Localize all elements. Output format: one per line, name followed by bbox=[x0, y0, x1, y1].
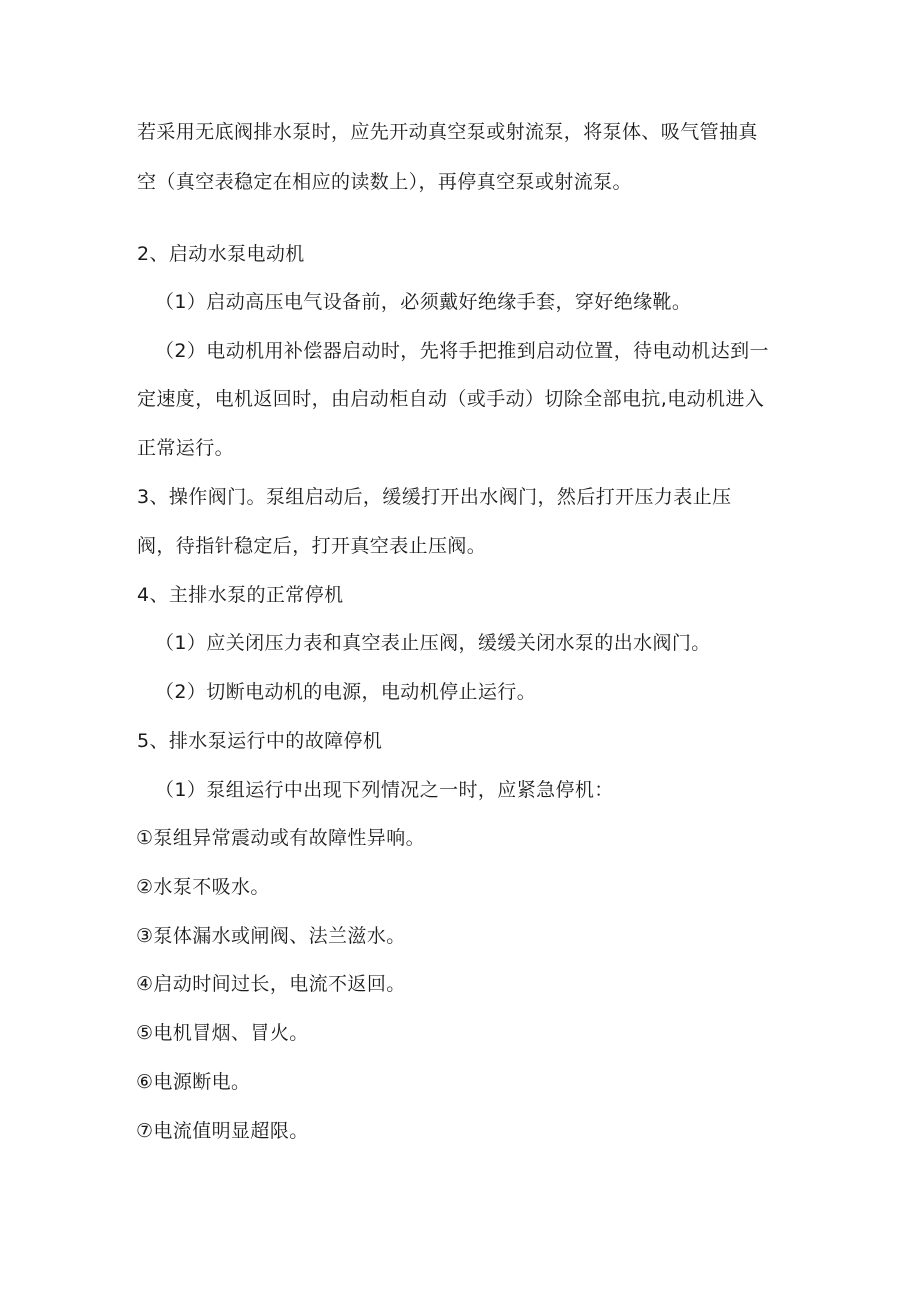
list-item: ⑥电源断电。 bbox=[136, 1071, 251, 1093]
section-heading: 3、操作阀门。泵组启动后，缓缓打开出水阀门，然后打开压力表止压 bbox=[137, 486, 732, 508]
list-item: ①泵组异常震动或有故障性异响。 bbox=[136, 827, 426, 849]
list-item: （1）泵组运行中出现下列情况之一时，应紧急停机： bbox=[155, 779, 614, 801]
paragraph-line: 正常运行。 bbox=[137, 437, 235, 459]
list-item: ④启动时间过长，电流不返回。 bbox=[136, 973, 406, 995]
paragraph-line: 若采用无底阀排水泵时，应先开动真空泵或射流泵，将泵体、吸气管抽真 bbox=[137, 121, 758, 143]
list-item: ⑤电机冒烟、冒火。 bbox=[136, 1022, 309, 1044]
list-item: ③泵体漏水或闸阀、法兰滋水。 bbox=[136, 925, 406, 947]
section-heading: 4、主排水泵的正常停机 bbox=[137, 584, 344, 606]
list-item: （1）启动高压电气设备前，必须戴好绝缘手套，穿好绝缘靴。 bbox=[155, 291, 692, 313]
list-item: （1）应关闭压力表和真空表止压阀，缓缓关闭水泵的出水阀门。 bbox=[155, 632, 711, 654]
list-item: （2）电动机用补偿器启动时，先将手把推到启动位置，待电动机达到一 bbox=[155, 340, 769, 362]
paragraph-line: 阀，待指针稳定后，打开真空表止压阀。 bbox=[137, 535, 487, 557]
paragraph-line: 空（真空表稳定在相应的读数上），再停真空泵或射流泵。 bbox=[137, 171, 632, 193]
paragraph-line: 定速度，电机返回时，由启动柜自动（或手动）切除全部电抗,电动机进入 bbox=[137, 388, 765, 410]
section-heading: 5、排水泵运行中的故障停机 bbox=[137, 730, 383, 752]
list-item: ⑦电流值明显超限。 bbox=[136, 1120, 309, 1142]
list-item: （2）切断电动机的电源，电动机停止运行。 bbox=[155, 681, 537, 703]
section-heading: 2、启动水泵电动机 bbox=[137, 243, 305, 265]
list-item: ②水泵不吸水。 bbox=[136, 876, 270, 898]
